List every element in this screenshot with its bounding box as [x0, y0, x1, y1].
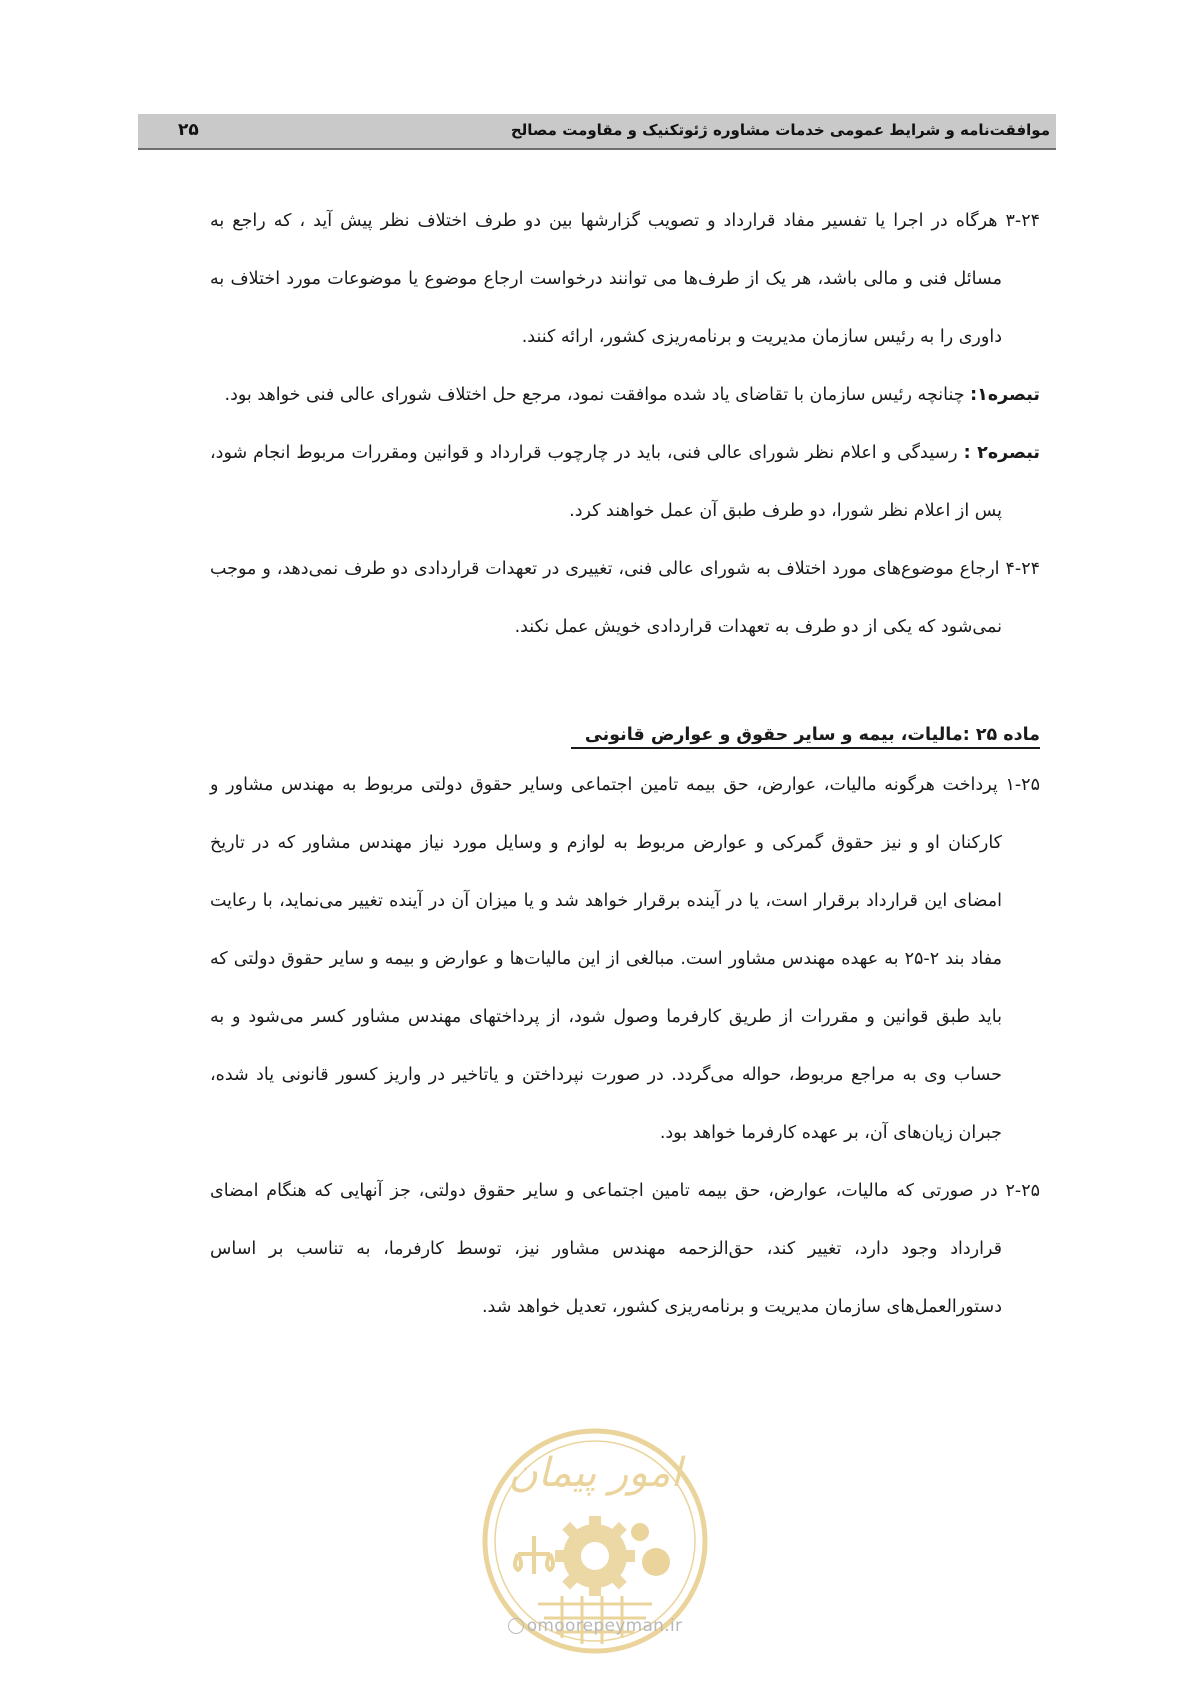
clause-number: ۴-۲۴ — [1005, 559, 1040, 579]
clause-24-3 — [210, 192, 1040, 366]
at-icon — [508, 1618, 524, 1634]
note-2 — [210, 424, 1040, 540]
header-title: موافقت‌نامه و شرایط عمومی خدمات مشاوره ژئوتکنیک و مقاومت مصالح — [510, 121, 1050, 139]
clause-number: ۳-۲۴ — [1005, 211, 1040, 231]
note-text: رسیدگی و اعلام نظر شورای عالی فنی، باید در چارچوب قرارداد و قوانین ومقررات مربوط انجام شود، پس از اعلام نظر شورا، دو طرف طبق آن عمل خواهند کرد. — [210, 443, 1002, 521]
clause-25-2 — [210, 1162, 1040, 1336]
page-number: ۲۵ — [178, 120, 199, 140]
watermark-url — [0, 1616, 1190, 1636]
clause-text: پرداخت هرگونه مالیات، عوارض، حق بیمه تامین اجتماعی وسایر حقوق دولتی مربوط به مهندس مشاور و کارکنان او و نیز حقوق گمرکی و عوارض مربوط به لوازم و وسایل مورد نیاز مهندس مشاور که در تاریخ امضای این قرارداد برقرار است، یا در آینده برقرار خواهد شد و یا میزان آن در آینده تغییر می‌نماید، با رعایت مفاد بند ۲-۲۵ به عهده مهندس مشاور است. مبالغی از این مالیات‌ها و عوارض و بیمه و سایر حقوق دولتی که باید طبق قوانین و مقررات از طریق کارفرما وصول شود، از پرداختهای مهندس مشاور کسر می‌شود و به حساب وی به مراجع مربوط، حواله می‌گردد. در صورت نپرداختن و یاتاخیر در واریز کسور قانونی یاد شده، جبران زیان‌های آن، بر عهده کارفرما خواهد بود. — [210, 775, 1002, 1143]
note-1 — [210, 366, 1040, 424]
scales-icon — [515, 1536, 553, 1574]
clause-number: ۱-۲۵ — [1005, 775, 1040, 795]
note-text: چنانچه رئیس سازمان با تقاضای یاد شده موافقت نمود، مرجع حل اختلاف شورای عالی فنی خواهد بود. — [224, 385, 965, 405]
gear-hub — [581, 1542, 609, 1570]
clause-text: ارجاع موضوع‌های مورد اختلاف به شورای عالی فنی، تغییری در تعهدات قراردادی دو طرف نمی‌دهد، و موجب نمی‌شود که یکی از دو طرف به تعهدات قراردادی خویش عمل نکند. — [210, 559, 1002, 637]
note-label: تبصره۱: — [970, 385, 1040, 405]
clause-25-1 — [210, 756, 1040, 1162]
section-heading — [210, 714, 1040, 756]
running-header — [138, 114, 1056, 150]
document-body — [210, 192, 1040, 1336]
clause-text: هرگاه در اجرا یا تفسیر مفاد قرارداد و تصویب گزارشها بین دو طرف اختلاف نظر پیش آید ، که راجع به مسائل فنی و مالی باشد، هر یک از طرف‌ها می توانند درخواست ارجاع موضوع یا موضوعات مورد اختلاف به داوری را به رئیس سازمان مدیریت و برنامه‌ریزی کشور، ارائه کنند. — [210, 211, 1002, 347]
section-heading-text: ماده ۲۵ :مالیات، بیمه و سایر حقوق و عوارض قانونی — [571, 725, 1040, 749]
note-label: تبصره۲ : — [963, 443, 1040, 463]
stamp-lettering: امور پیمان — [508, 1450, 682, 1496]
clause-number: ۲-۲۵ — [1005, 1181, 1040, 1201]
section-spacer — [210, 656, 1040, 714]
clause-24-4 — [210, 540, 1040, 656]
watermark-url-text: omoorepeyman.ir — [526, 1616, 683, 1636]
gear-small-icon — [631, 1523, 670, 1576]
clause-text: در صورتی که مالیات، عوارض، حق بیمه تامین اجتماعی و سایر حقوق دولتی، جز آنهایی که هنگام امضای قرارداد وجود دارد، تغییر کند، حق‌الزحمه مهندس مشاور نیز، توسط کارفرما، به تناسب بر اساس دستورالعمل‌های سازمان مدیریت و برنامه‌ریزی کشور، تعدیل خواهد شد. — [210, 1181, 1002, 1317]
